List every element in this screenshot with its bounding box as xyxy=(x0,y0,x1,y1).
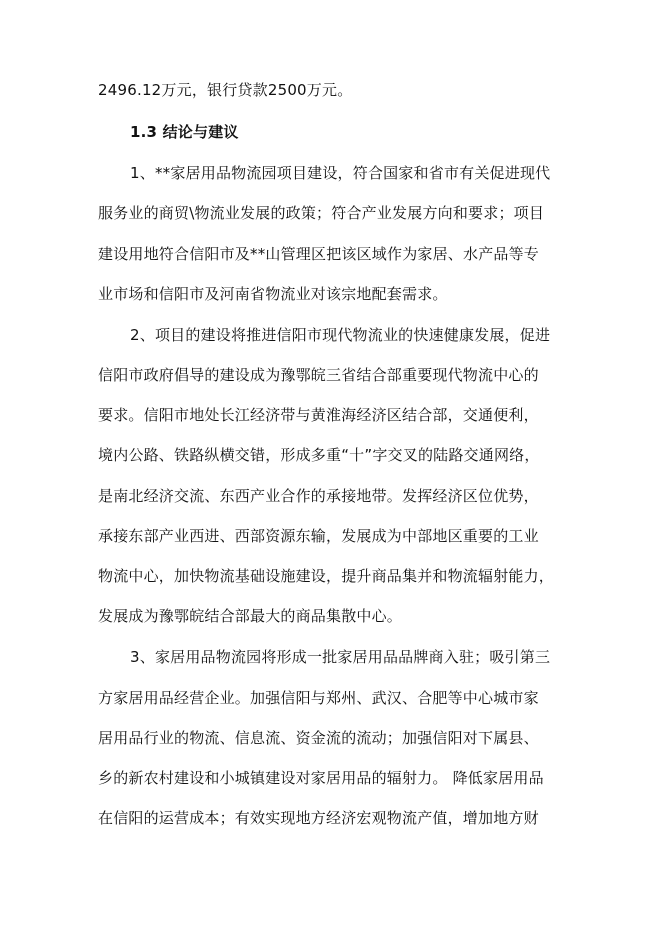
text-line: 2496.12万元，银行贷款2500万元。 xyxy=(98,81,353,99)
text-line: 乡的新农村建设和小城镇建设对家居用品的辐射力。 降低家居用品 xyxy=(98,769,544,787)
text-line: 在信阳的运营成本；有效实现地方经济宏观物流产值，增加地方财 xyxy=(98,809,539,827)
text-line: 信阳市政府倡导的建设成为豫鄂皖三省结合部重要现代物流中心的 xyxy=(98,366,539,384)
text-line: 境内公路、铁路纵横交错，形成多重“十”字交叉的陆路交通网络， xyxy=(98,446,540,464)
text-line: 承接东部产业西进、西部资源东输，发展成为中部地区重要的工业 xyxy=(98,527,539,545)
text-line: 建设用地符合信阳市及**山管理区把该区域作为家居、水产品等专 xyxy=(98,245,540,263)
text-line: 服务业的商贸\物流业发展的政策；符合产业发展方向和要求；项目 xyxy=(98,204,545,222)
text-line: 1、**家居用品物流园项目建设，符合国家和省市有关促进现代 xyxy=(130,164,551,182)
section-heading: 1.3 结论与建议 xyxy=(130,123,239,141)
text-line: 物流中心，加快物流基础设施建设，提升商品集并和物流辐射能力， xyxy=(98,567,555,585)
text-line: 3、家居用品物流园将形成一批家居用品品牌商入驻；吸引第三 xyxy=(130,648,551,666)
text-line: 发展成为豫鄂皖结合部最大的商品集散中心。 xyxy=(98,607,403,625)
text-line: 方家居用品经营企业。加强信阳与郑州、武汉、合肥等中心城市家 xyxy=(98,689,539,707)
text-line: 要求。信阳市地处长江经济带与黄淮海经济区结合部，交通便利， xyxy=(98,406,539,424)
text-line: 是南北经济交流、东西产业合作的承接地带。发挥经济区位优势， xyxy=(98,487,539,505)
text-line: 居用品行业的物流、信息流、资金流的流动；加强信阳对下属县、 xyxy=(98,729,539,747)
text-line: 2、项目的建设将推进信阳市现代物流业的快速健康发展，促进 xyxy=(130,326,551,344)
text-line: 业市场和信阳市及河南省物流业对该宗地配套需求。 xyxy=(98,285,448,303)
